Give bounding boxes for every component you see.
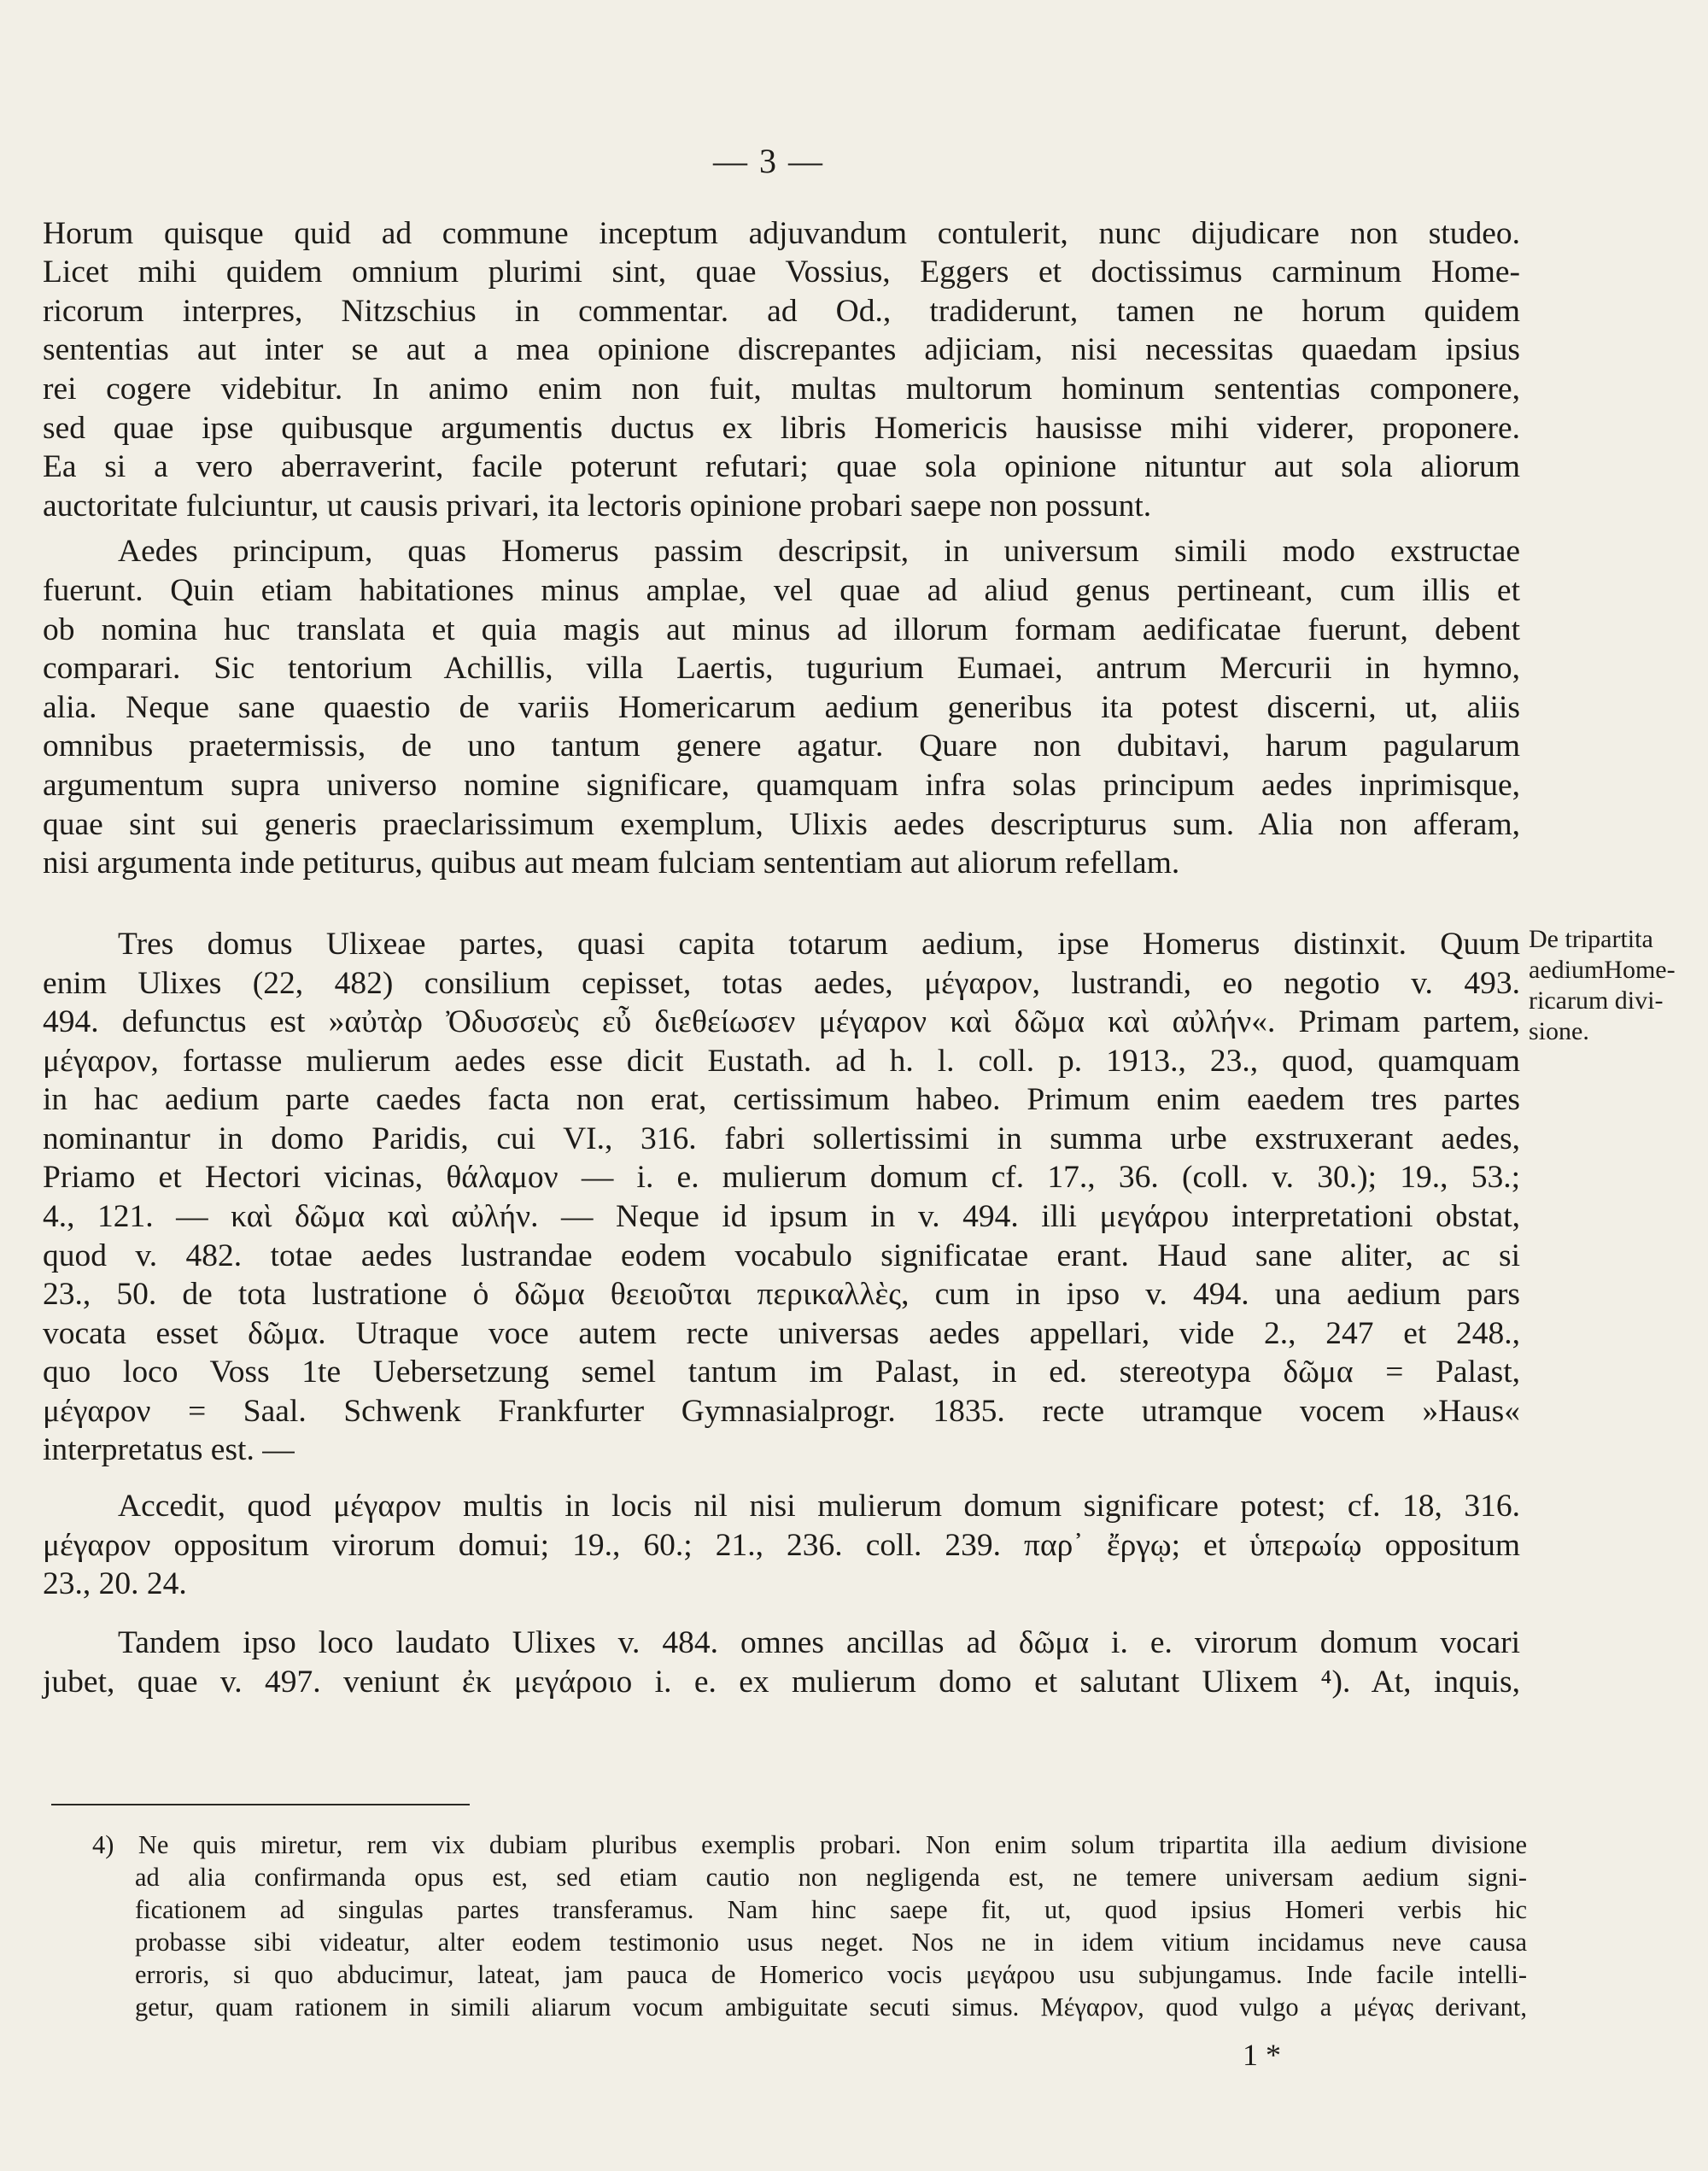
page-number: — 3 — bbox=[713, 142, 824, 180]
body-line: sententias aut inter se aut a mea opinione discrepantes adjiciam, nisi necessitas quaedam ipsius bbox=[43, 332, 1520, 367]
body-line: omnibus praetermissis, de uno tantum genere agatur. Quare non dubitavi, harum pagularum bbox=[43, 729, 1520, 764]
body-line: Aedes principum, quas Homerus passim descripsit, in universum simili modo exstructae bbox=[118, 534, 1520, 569]
margin-note-line: De tripartita bbox=[1529, 925, 1653, 953]
body-line: μέγαρον oppositum virorum domui; 19., 60.; 21., 236. coll. 239. παρ᾽ ἔργῳ; et ὑπερωίῳ oppositum bbox=[43, 1528, 1520, 1563]
margin-note-line: aediumHome- bbox=[1529, 956, 1676, 984]
body-line: ob nomina huc translata et quia magis aut minus ad illorum formam aedificatae fuerunt, debent bbox=[43, 612, 1520, 647]
body-line: alia. Neque sane quaestio de variis Homericarum aedium generibus ita potest discerni, ut, aliis bbox=[43, 690, 1520, 725]
body-line: auctoritate fulciuntur, ut causis privari, ita lectoris opinione probari saepe non possunt. bbox=[43, 489, 1152, 524]
body-line: fuerunt. Quin etiam habitationes minus amplae, vel quae ad aliud genus pertineant, cum illis et bbox=[43, 573, 1520, 608]
body-line: in hac aedium parte caedes facta non erat, certissimum habeo. Primum enim eaedem tres partes bbox=[43, 1082, 1520, 1117]
footnote-line: ad alia confirmanda opus est, sed etiam cautio non negligenda est, ne temere universam aedium signi- bbox=[135, 1863, 1527, 1892]
body-line: sed quae ipse quibusque argumentis ductus ex libris Homericis hausisse mihi viderer, proponere. bbox=[43, 411, 1520, 446]
body-line: μέγαρον, fortasse mulierum aedes esse dicit Eustath. ad h. l. coll. p. 1913., 23., quod, quamquam bbox=[43, 1044, 1520, 1079]
body-line: Accedit, quod μέγαρον multis in locis nil nisi mulierum domum significare potest; cf. 18, 316. bbox=[118, 1489, 1520, 1524]
body-line: vocata esset δῶμα. Utraque voce autem recte universas aedes appellari, vide 2., 247 et 248., bbox=[43, 1316, 1520, 1351]
body-line: quae sint sui generis praeclarissimum exemplum, Ulixis aedes descripturus sum. Alia non afferam, bbox=[43, 807, 1520, 842]
footnote-line: erroris, si quo abducimur, lateat, jam pauca de Homerico vocis μεγάρου usu subjungamus. Inde facile intelli- bbox=[135, 1960, 1527, 1989]
body-line: quod v. 482. totae aedes lustrandae eodem vocabulo significatae erant. Haud sane aliter, ac si bbox=[43, 1238, 1520, 1273]
body-line: nominantur in domo Paridis, cui VI., 316. fabri sollertissimi in summa urbe exstruxerant aedes, bbox=[43, 1121, 1520, 1156]
footnote-line: probasse sibi videatur, alter eodem testimonio usus neget. Nos ne in idem vitium incidamus neve causa bbox=[135, 1928, 1527, 1957]
footnote-line: getur, quam rationem in simili aliarum vocum ambiguitate secuti simus. Μέγαρον, quod vulgo a μέγας derivant, bbox=[135, 1993, 1527, 2022]
body-line: 23., 20. 24. bbox=[43, 1566, 187, 1601]
footnote-line: ficationem ad singulas partes transferamus. Nam hinc saepe fit, ut, quod ipsius Homeri verbis hic bbox=[135, 1895, 1527, 1924]
body-line: jubet, quae v. 497. veniunt ἐκ μεγάροιο i. e. ex mulierum domo et salutant Ulixem ⁴). At, inquis, bbox=[43, 1665, 1520, 1700]
body-line: Licet mihi quidem omnium plurimi sint, quae Vossius, Eggers et doctissimus carminum Home- bbox=[43, 255, 1520, 290]
footnote-line: 4) Ne quis miretur, rem vix dubiam pluribus exemplis probari. Non enim solum tripartita illa aedium divisione bbox=[92, 1830, 1527, 1859]
body-line: Priamo et Hectori vicinas, θάλαμον — i. e. mulierum domum cf. 17., 36. (coll. v. 30.); 19., 53.; bbox=[43, 1160, 1520, 1195]
body-line: 4., 121. — καὶ δῶμα καὶ αὐλήν. — Neque id ipsum in v. 494. illi μεγάρου interpretationi obstat, bbox=[43, 1199, 1520, 1234]
body-line: comparari. Sic tentorium Achillis, villa Laertis, tugurium Eumaei, antrum Mercurii in hymno, bbox=[43, 651, 1520, 686]
body-line: nisi argumenta inde petiturus, quibus aut meam fulciam sententiam aut aliorum refellam. bbox=[43, 846, 1180, 881]
footnote-divider bbox=[51, 1804, 470, 1805]
body-line: μέγαρον = Saal. Schwenk Frankfurter Gymnasialprogr. 1835. recte utramque vocem »Haus« bbox=[43, 1394, 1520, 1429]
body-line: Horum quisque quid ad commune inceptum adjuvandum contulerit, nunc dijudicare non studeo. bbox=[43, 216, 1520, 251]
body-line: Tandem ipso loco laudato Ulixes v. 484. omnes ancillas ad δῶμα i. e. virorum domum vocari bbox=[118, 1625, 1520, 1660]
body-line: enim Ulixes (22, 482) consilium cepisset, totas aedes, μέγαρον, lustrandi, eo negotio v. 493. bbox=[43, 966, 1520, 1001]
body-line: Ea si a vero aberraverint, facile poterunt refutari; quae sola opinione nituntur aut sola aliorum bbox=[43, 449, 1520, 484]
body-line: 23., 50. de tota lustratione ὁ δῶμα θεειοῦται περικαλλὲς, cum in ipso v. 494. una aedium pars bbox=[43, 1277, 1520, 1312]
signature-mark: 1 * bbox=[1243, 2038, 1281, 2072]
margin-note-line: ricarum divi- bbox=[1529, 986, 1664, 1015]
body-line: Tres domus Ulixeae partes, quasi capita totarum aedium, ipse Homerus distinxit. Quum bbox=[118, 927, 1520, 962]
body-line: interpretatus est. — bbox=[43, 1432, 295, 1467]
margin-note-line: sione. bbox=[1529, 1017, 1589, 1045]
body-line: quo loco Voss 1te Uebersetzung semel tantum im Palast, in ed. stereotypa δῶμα = Palast, bbox=[43, 1355, 1520, 1390]
body-line: 494. defunctus est »αὐτὰρ Ὀδυσσεὺς εὖ διεθείωσεν μέγαρον καὶ δῶμα καὶ αὐλήν«. Primam partem, bbox=[43, 1004, 1520, 1039]
body-line: argumentum supra universo nomine significare, quamquam infra solas principum aedes inprimisque, bbox=[43, 768, 1520, 803]
body-line: rei cogere videbitur. In animo enim non fuit, multas multorum hominum sententias componere, bbox=[43, 372, 1520, 407]
body-line: ricorum interpres, Nitzschius in commentar. ad Od., tradiderunt, tamen ne horum quidem bbox=[43, 294, 1520, 329]
